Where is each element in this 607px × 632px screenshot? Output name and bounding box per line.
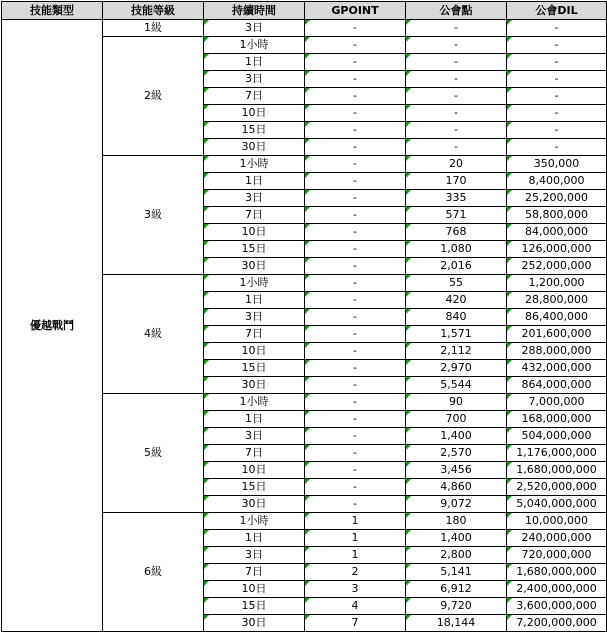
table-body (2, 20, 607, 632)
guild-dil-cell: - (507, 105, 607, 122)
guild-dil-cell: 5,040,000,000 (507, 496, 607, 513)
guild-points-cell: 5,544 (406, 377, 507, 394)
skill-level-cell: 2級 (103, 37, 204, 156)
guild-dil-cell: 1,176,000,000 (507, 445, 607, 462)
guild-points-cell: 9,720 (406, 598, 507, 615)
duration-cell: 30日 (204, 496, 305, 513)
duration-cell: 3日 (204, 547, 305, 564)
gpoint-cell: - (305, 224, 406, 241)
guild-dil-cell: 252,000,000 (507, 258, 607, 275)
guild-dil-cell: 10,000,000 (507, 513, 607, 530)
gpoint-cell: - (305, 71, 406, 88)
guild-points-cell: - (406, 20, 507, 37)
duration-cell: 15日 (204, 122, 305, 139)
guild-points-cell: 180 (406, 513, 507, 530)
guild-points-cell: - (406, 54, 507, 71)
gpoint-cell: 1 (305, 530, 406, 547)
gpoint-cell: - (305, 275, 406, 292)
guild-points-cell: - (406, 105, 507, 122)
gpoint-cell: - (305, 411, 406, 428)
guild-points-cell: 2,570 (406, 445, 507, 462)
guild-points-cell: 9,072 (406, 496, 507, 513)
duration-cell: 1日 (204, 292, 305, 309)
guild-dil-cell: 1,680,000,000 (507, 564, 607, 581)
guild-dil-cell: 86,400,000 (507, 309, 607, 326)
guild-dil-cell: 8,400,000 (507, 173, 607, 190)
duration-cell: 7日 (204, 564, 305, 581)
duration-cell: 1日 (204, 411, 305, 428)
skill-level-cell: 5級 (103, 394, 204, 513)
guild-points-cell: - (406, 71, 507, 88)
duration-cell: 10日 (204, 343, 305, 360)
gpoint-cell: 2 (305, 564, 406, 581)
header-skill-level: 技能等級 (103, 2, 204, 20)
gpoint-cell: - (305, 122, 406, 139)
gpoint-cell: - (305, 428, 406, 445)
gpoint-cell: - (305, 207, 406, 224)
guild-dil-cell: 504,000,000 (507, 428, 607, 445)
gpoint-cell: - (305, 173, 406, 190)
gpoint-cell: - (305, 360, 406, 377)
guild-points-cell: 1,571 (406, 326, 507, 343)
duration-cell: 3日 (204, 71, 305, 88)
guild-dil-cell: 350,000 (507, 156, 607, 173)
guild-points-cell: 90 (406, 394, 507, 411)
gpoint-cell: - (305, 394, 406, 411)
duration-cell: 1小時 (204, 37, 305, 54)
skill-level-cell: 1級 (103, 20, 204, 37)
guild-dil-cell: 126,000,000 (507, 241, 607, 258)
guild-dil-cell: 432,000,000 (507, 360, 607, 377)
guild-points-cell: 2,112 (406, 343, 507, 360)
table-row (2, 20, 607, 37)
header-skill-type: 技能類型 (2, 2, 103, 20)
duration-cell: 7日 (204, 445, 305, 462)
guild-dil-cell: 201,600,000 (507, 326, 607, 343)
gpoint-cell: - (305, 258, 406, 275)
duration-cell: 1日 (204, 530, 305, 547)
duration-cell: 3日 (204, 428, 305, 445)
guild-points-cell: 20 (406, 156, 507, 173)
guild-dil-cell: - (507, 88, 607, 105)
guild-points-cell: 5,141 (406, 564, 507, 581)
skill-level-cell: 4級 (103, 275, 204, 394)
gpoint-cell: - (305, 377, 406, 394)
guild-points-cell: 3,456 (406, 462, 507, 479)
gpoint-cell: - (305, 20, 406, 37)
skill-type-cell: 優越戰鬥 (2, 20, 103, 632)
duration-cell: 15日 (204, 479, 305, 496)
guild-dil-cell: 84,000,000 (507, 224, 607, 241)
header-guild-points: 公會點 (406, 2, 507, 20)
duration-cell: 10日 (204, 224, 305, 241)
guild-points-cell: 55 (406, 275, 507, 292)
duration-cell: 1小時 (204, 156, 305, 173)
guild-dil-cell: 3,600,000,000 (507, 598, 607, 615)
guild-dil-cell: 240,000,000 (507, 530, 607, 547)
guild-points-cell: 840 (406, 309, 507, 326)
guild-dil-cell: 7,200,000,000 (507, 615, 607, 632)
gpoint-cell: 3 (305, 581, 406, 598)
gpoint-cell: - (305, 54, 406, 71)
guild-points-cell: 2,800 (406, 547, 507, 564)
guild-points-cell: 1,400 (406, 428, 507, 445)
gpoint-cell: - (305, 326, 406, 343)
guild-dil-cell: 2,520,000,000 (507, 479, 607, 496)
guild-dil-cell: - (507, 122, 607, 139)
guild-dil-cell: 7,000,000 (507, 394, 607, 411)
gpoint-cell: - (305, 241, 406, 258)
guild-points-cell: 6,912 (406, 581, 507, 598)
header-row (2, 2, 607, 20)
guild-dil-cell: 288,000,000 (507, 343, 607, 360)
gpoint-cell: 1 (305, 547, 406, 564)
gpoint-cell: 1 (305, 513, 406, 530)
gpoint-cell: 4 (305, 598, 406, 615)
gpoint-cell: - (305, 190, 406, 207)
gpoint-cell: - (305, 445, 406, 462)
duration-cell: 3日 (204, 20, 305, 37)
guild-points-cell: - (406, 88, 507, 105)
gpoint-cell: - (305, 37, 406, 54)
gpoint-cell: - (305, 343, 406, 360)
guild-dil-cell: 720,000,000 (507, 547, 607, 564)
guild-dil-cell: 168,000,000 (507, 411, 607, 428)
guild-points-cell: - (406, 37, 507, 54)
guild-points-cell: 170 (406, 173, 507, 190)
guild-dil-cell: - (507, 71, 607, 88)
guild-points-cell: - (406, 139, 507, 156)
guild-dil-cell: 864,000,000 (507, 377, 607, 394)
duration-cell: 7日 (204, 326, 305, 343)
gpoint-cell: - (305, 462, 406, 479)
guild-dil-cell: - (507, 20, 607, 37)
guild-dil-cell: 2,400,000,000 (507, 581, 607, 598)
duration-cell: 7日 (204, 88, 305, 105)
duration-cell: 1小時 (204, 275, 305, 292)
guild-dil-cell: 25,200,000 (507, 190, 607, 207)
gpoint-cell: - (305, 105, 406, 122)
guild-points-cell: 768 (406, 224, 507, 241)
gpoint-cell: 7 (305, 615, 406, 632)
guild-points-cell: - (406, 122, 507, 139)
guild-points-cell: 1,400 (406, 530, 507, 547)
guild-points-cell: 335 (406, 190, 507, 207)
guild-points-cell: 4,860 (406, 479, 507, 496)
header-duration: 持續時間 (204, 2, 305, 20)
duration-cell: 30日 (204, 139, 305, 156)
duration-cell: 1小時 (204, 513, 305, 530)
guild-points-cell: 1,080 (406, 241, 507, 258)
gpoint-cell: - (305, 292, 406, 309)
duration-cell: 10日 (204, 462, 305, 479)
duration-cell: 10日 (204, 581, 305, 598)
guild-points-cell: 2,016 (406, 258, 507, 275)
skill-cost-table (1, 1, 607, 632)
duration-cell: 10日 (204, 105, 305, 122)
guild-points-cell: 18,144 (406, 615, 507, 632)
guild-points-cell: 571 (406, 207, 507, 224)
skill-level-cell: 3級 (103, 156, 204, 275)
guild-dil-cell: - (507, 139, 607, 156)
gpoint-cell: - (305, 479, 406, 496)
header-guild-dil: 公會DIL (507, 2, 607, 20)
guild-dil-cell: 1,680,000,000 (507, 462, 607, 479)
duration-cell: 7日 (204, 207, 305, 224)
gpoint-cell: - (305, 309, 406, 326)
guild-dil-cell: - (507, 37, 607, 54)
duration-cell: 1日 (204, 173, 305, 190)
duration-cell: 15日 (204, 360, 305, 377)
guild-points-cell: 420 (406, 292, 507, 309)
duration-cell: 1小時 (204, 394, 305, 411)
guild-dil-cell: 58,800,000 (507, 207, 607, 224)
guild-points-cell: 700 (406, 411, 507, 428)
guild-dil-cell: 28,800,000 (507, 292, 607, 309)
duration-cell: 3日 (204, 309, 305, 326)
gpoint-cell: - (305, 496, 406, 513)
guild-dil-cell: - (507, 54, 607, 71)
duration-cell: 30日 (204, 377, 305, 394)
gpoint-cell: - (305, 156, 406, 173)
gpoint-cell: - (305, 88, 406, 105)
duration-cell: 3日 (204, 190, 305, 207)
skill-level-cell: 6級 (103, 513, 204, 632)
duration-cell: 1日 (204, 54, 305, 71)
duration-cell: 30日 (204, 258, 305, 275)
duration-cell: 15日 (204, 241, 305, 258)
duration-cell: 15日 (204, 598, 305, 615)
duration-cell: 30日 (204, 615, 305, 632)
header-gpoint: GPOINT (305, 2, 406, 20)
gpoint-cell: - (305, 139, 406, 156)
guild-points-cell: 2,970 (406, 360, 507, 377)
guild-dil-cell: 1,200,000 (507, 275, 607, 292)
